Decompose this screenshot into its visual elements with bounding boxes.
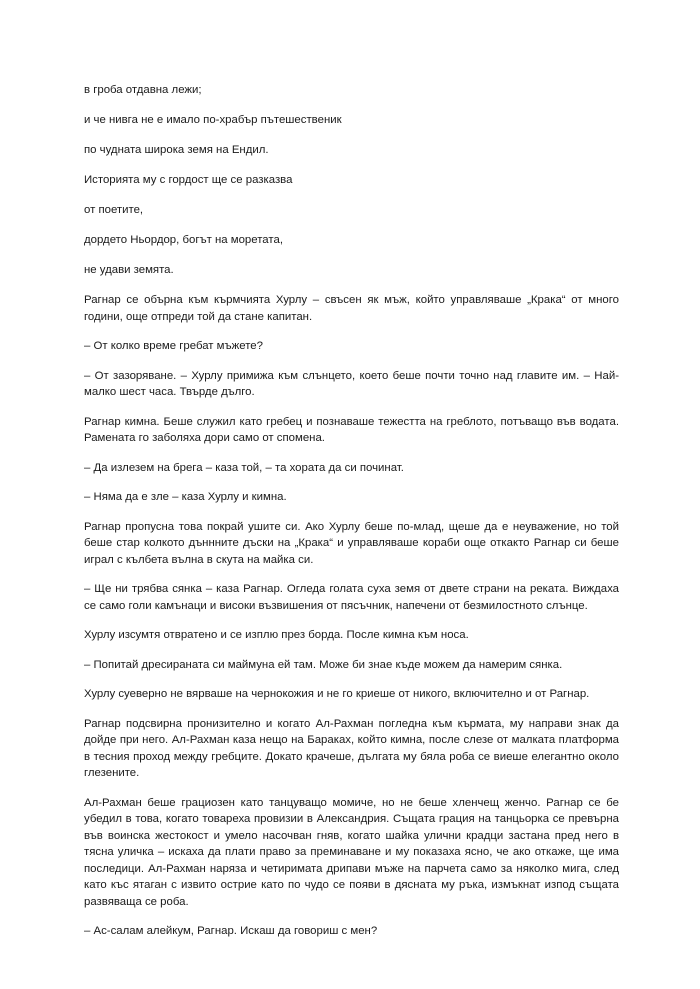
paragraph: Рагнар кимна. Беше служил като гребец и познаваше тежестта на греблото, потъващо във водата. Рамената го заболяха дори само от спомена. (84, 415, 619, 444)
paragraph: Рагнар подсвирна пронизително и когато Ал-Рахман погледна към кърмата, му направи знак да дойде при него. Ал-Рахман каза нещо на Бараках, който кимна, после слезе от малката платформа в тесния проход между гребците. Докато крачеше, дългата му бяла роба се виеше елегантно около глезените. (84, 717, 619, 779)
paragraph: Хурлу изсумтя отвратено и се изплю през борда. После кимна към носа. (84, 629, 469, 641)
paragraph: Рагнар пропусна това покрай ушите си. Ако Хурлу беше по-млад, щеше да е неуважение, но той беше стар колкото дъннните дъски на „Крака“ и управляваше кораби още откакто Рагнар си беше играл с кълбета вълна в скута на майка си. (84, 520, 619, 566)
dialogue-paragraph: – Да излезем на брега – каза той, – та хората да си починат. (84, 461, 404, 474)
paragraph: Ал-Рахман беше грациозен като танцуващо момиче, но не беше хленчещ женчо. Рагнар се бе убедил в това, когато товареха провизии в Александрия. Същата грация на танцьорка се превърна във воинска жестокост и умело насочван гняв, когато шайка улични крадци застана пред него в тясна уличка – искаха да плати право за преминаване и му показаха ясно, че ако откаже, ще има последици. Ал-Рахман наряза и четиримата дрипави мъже на парчета само за няколко мига, след като къс ятаган с извито острие като по чудо се появи в дясната му ръка, измъкнат изпод същата развяваща се роба. (84, 796, 619, 908)
verse-line: и че нивга не е имало по-храбър пътешественик (84, 114, 342, 126)
verse-line: Историята му с гордост ще се разказва (84, 174, 293, 186)
dialogue-paragraph: – От колко време гребат мъжете? (84, 340, 263, 352)
dialogue-paragraph: – Ще ни трябва сянка – каза Рагнар. Огледа голата суха земя от двете страни на реката. Виждаха се само голи камънаци и високи възвишения от пясъчник, напечени от безмилостното слънце. (84, 583, 619, 612)
dialogue-paragraph: – Ас-салам алейкум, Рагнар. Искаш да говориш с мен? (84, 925, 378, 937)
dialogue-paragraph: – От зазоряване. – Хурлу примижа към слънцето, което беше почти точно над главите им. – Най-малко шест часа. Твърде дълго. (84, 369, 619, 398)
dialogue-paragraph: – Попитай дресираната си маймуна ей там. Може би знае къде можем да намерим сянка. (84, 658, 563, 671)
page-body (84, 82, 619, 953)
paragraph: Хурлу суеверно не вярваше на чернокожия и не го криеше от никого, включително и от Рагнар. (84, 688, 590, 700)
dialogue-paragraph: – Няма да е зле – каза Хурлу и кимна. (84, 491, 287, 503)
verse-line: не удави земята. (84, 264, 174, 276)
verse-line: от поетите, (84, 204, 144, 216)
verse-line: дордето Ньордор, богът на моретата, (84, 234, 283, 246)
verse-line: в гроба отдавна лежи; (84, 84, 202, 96)
verse-line: по чудната широка земя на Ендил. (84, 144, 269, 156)
paragraph: Рагнар се обърна към кърмчията Хурлу – свъсен як мъж, който управляваше „Крака“ от много години, още отпреди той да стане капитан. (84, 294, 619, 323)
